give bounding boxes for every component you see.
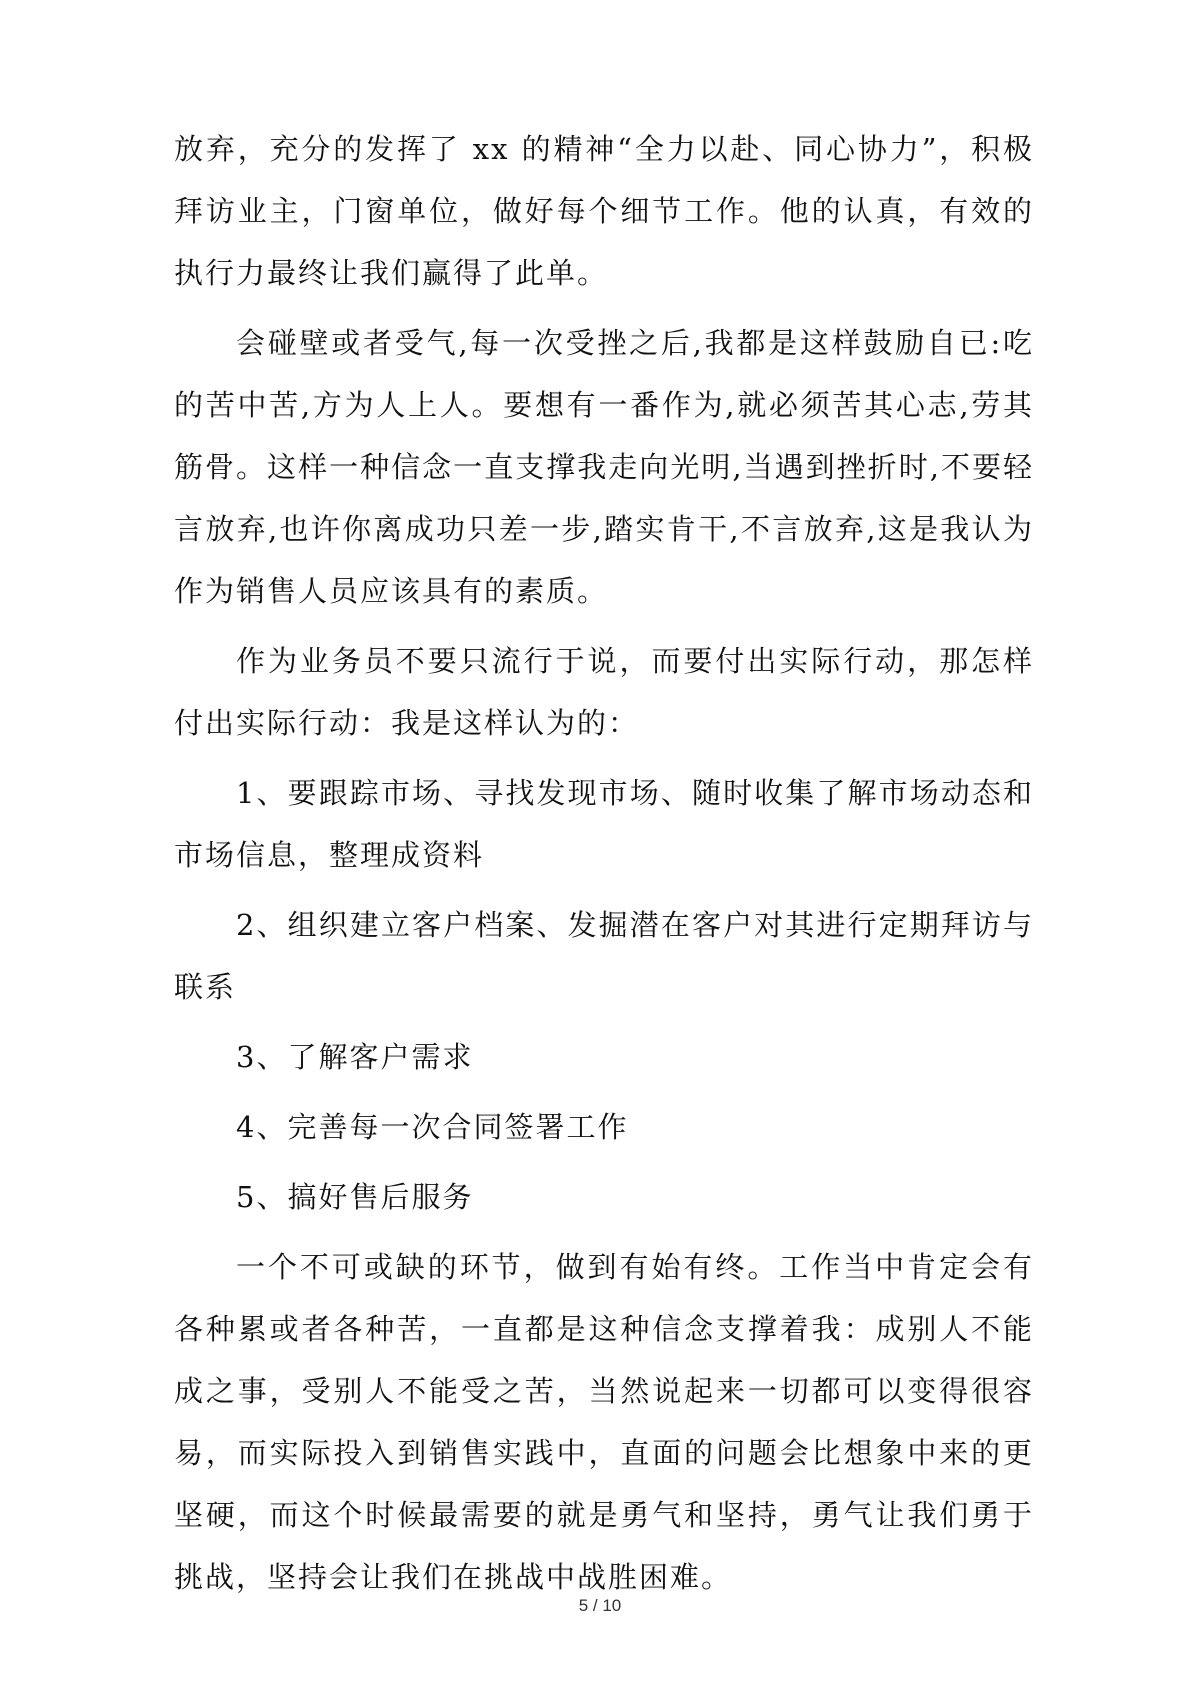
paragraph-1: 放弃，充分的发挥了 xx 的精神“全力以赴、同心协力”，积极拜访业主，门窗单位，做好每个细节工作。他的认真，有效的执行力最终让我们赢得了此单。 (174, 132, 1034, 290)
list-item-5: 5、搞好售后服务 (236, 1180, 474, 1214)
list-item-4: 4、完善每一次合同签署工作 (236, 1110, 629, 1144)
list-item-1: 1、要跟踪市场、寻找发现市场、随时收集了解市场动态和市场信息，整理成资料 (174, 776, 1034, 872)
document-body (174, 118, 1034, 1616)
list-item-3: 3、了解客户需求 (236, 1040, 474, 1074)
paragraph-3: 作为业务员不要只流行于说，而要付出实际行动，那怎样付出实际行动：我是这样认为的： (174, 644, 1034, 740)
list-item-2: 2、组织建立客户档案、发掘潜在客户对其进行定期拜访与联系 (174, 908, 1034, 1004)
paragraph-2: 会碰壁或者受气,每一次受挫之后,我都是这样鼓励自已:吃的苦中苦,方为人上人。要想有一番作为,就必须苦其心志,劳其筋骨。这样一种信念一直支撑我走向光明,当遇到挫折时,不要轻言放弃,也许你离成功只差一步,踏实肯干,不言放弃,这是我认为作为销售人员应该具有的素质。 (174, 326, 1034, 608)
page-number: 5 / 10 (578, 1596, 622, 1615)
paragraph-4: 一个不可或缺的环节，做到有始有终。工作当中肯定会有各种累或者各种苦，一直都是这种信念支撑着我：成别人不能成之事，受别人不能受之苦，当然说起来一切都可以变得很容易，而实际投入到销售实践中，直面的问题会比想象中来的更坚硬，而这个时候最需要的就是勇气和坚持，勇气让我们勇于挑战，坚持会让我们在挑战中战胜困难。 (174, 1250, 1034, 1594)
